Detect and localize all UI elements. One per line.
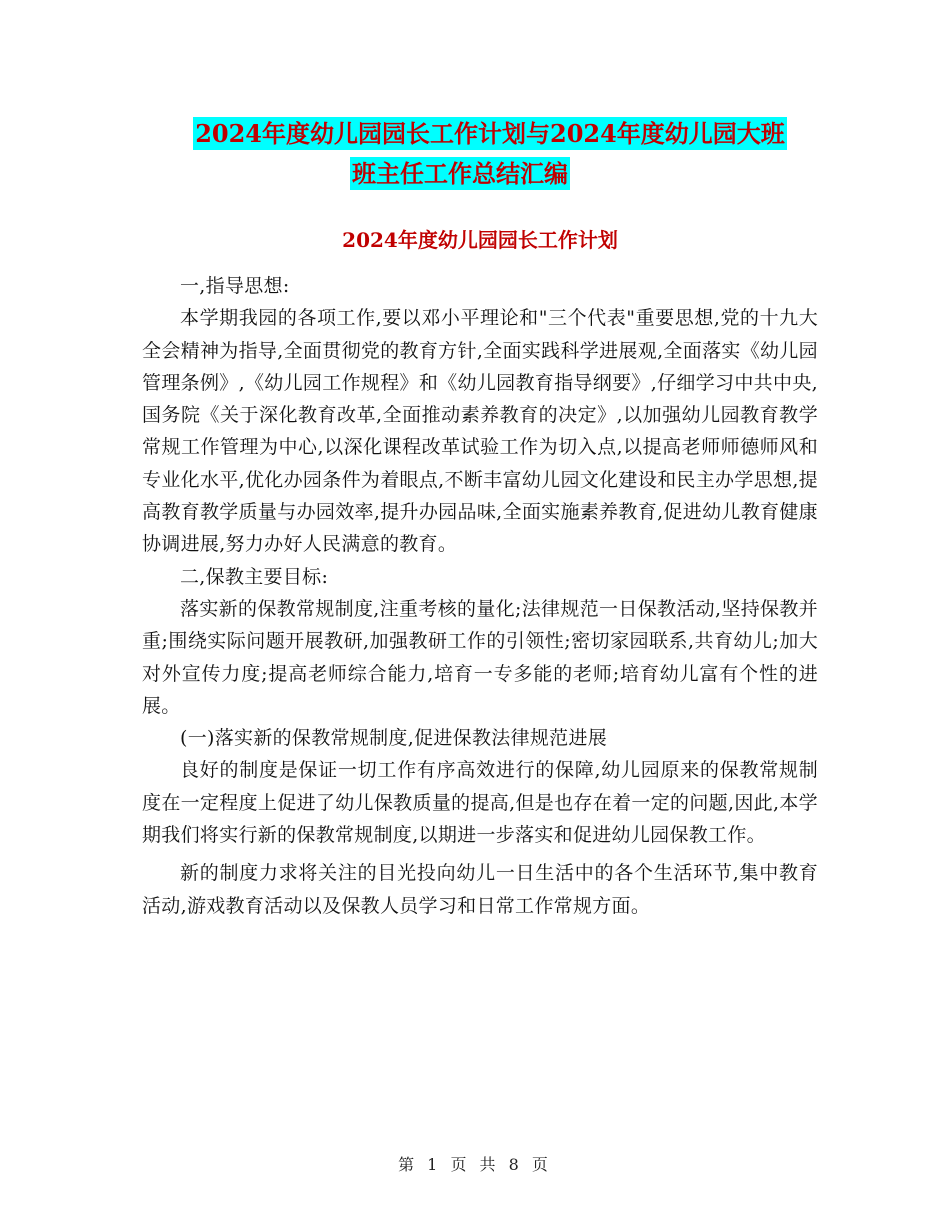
heading-guiding-thought: 一,指导思想:	[180, 275, 290, 297]
document-body	[142, 270, 818, 922]
document-title-line-2	[150, 150, 770, 198]
document-title-text-1: 2024年度幼儿园园长工作计划与2024年度幼儿园大班	[195, 119, 785, 148]
heading-main-goals: 二,保教主要目标:	[180, 565, 329, 588]
page-footer: 第 1 页 共 8 页	[398, 1155, 552, 1174]
subheading-new-system: (一)落实新的保教常规制度,促进保教法律规范进展	[180, 727, 608, 750]
section-title: 2024年度幼儿园园长工作计划	[342, 228, 618, 252]
paragraph-main-goals: 落实新的保教常规制度,注重考核的量化;法律规范一日保教活动,坚持保教并重;围绕实际问题开展教研,加强教研工作的引领性;密切家园联系,共育幼儿;加大对外宣传力度;提高老师综合能力,培育一专多能的老师;培育幼儿富有个性的进展。	[142, 597, 818, 717]
document-title-text-2: 班主任工作总结汇编	[352, 159, 568, 188]
paragraph-guiding-thought: 本学期我园的各项工作,要以邓小平理论和"三个代表"重要思想,党的十九大全会精神为指导,全面贯彻党的教育方针,全面实践科学进展观,全面落实《幼儿园管理条例》,《幼儿园工作规程》和《幼儿园教育指导纲要》,仔细学习中共中央,国务院《关于深化教育改革,全面推动素养教育的决定》,以加强幼儿园教育教学常规工作管理为中心,以深化课程改革试验工作为切入点,以提高老师师德师风和专业化水平,优化办园条件为着眼点,不断丰富幼儿园文化建设和民主办学思想,提高教育教学质量与办园效率,提升办园品味,全面实施素养教育,促进幼儿教育健康协调进展,努力办好人民满意的教育。	[142, 307, 818, 556]
paragraph-new-system: 良好的制度是保证一切工作有序高效进行的保障,幼儿园原来的保教常规制度在一定程度上促进了幼儿保教质量的提高,但是也存在着一定的问题,因此,本学期我们将实行新的保教常规制度,以期进一步落实和促进幼儿园保教工作。	[142, 759, 818, 847]
paragraph-new-system-focus: 新的制度力求将关注的目光投向幼儿一日生活中的各个生活环节,集中教育活动,游戏教育活动以及保教人员学习和日常工作常规方面。	[142, 862, 818, 917]
